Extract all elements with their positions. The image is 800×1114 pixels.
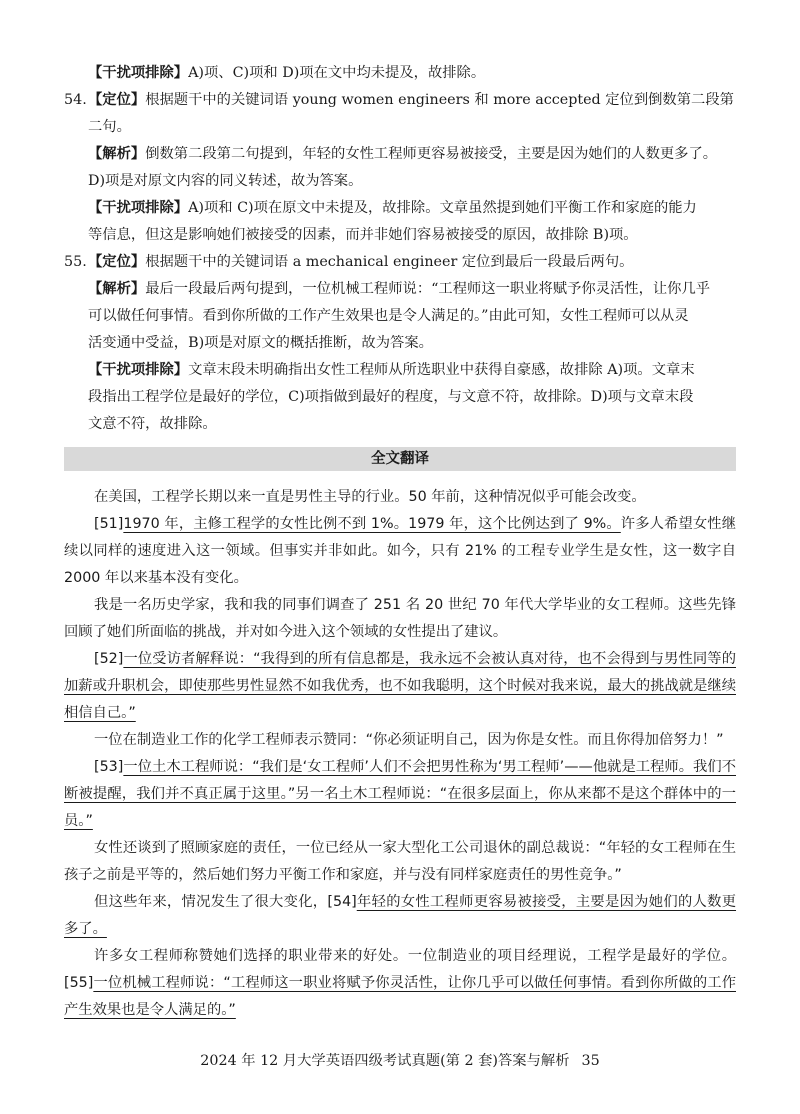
answer-mark-53: [53] (94, 759, 124, 775)
q53-exclude-tag: 【干扰项排除】 (88, 65, 189, 81)
q54-exclude-line1: A)项和 C)项在原文中未提及，故排除。文章虽然提到她们平衡工作和家庭的能力 (188, 200, 697, 216)
q55-parse (88, 276, 740, 303)
q55-exclude-line1: 文章末段未明确指出女性工程师从所选职业中获得自豪感，故排除 A)项。文章末 (188, 362, 695, 378)
footer-title: 2024 年 12 月大学英语四级考试真题(第 2 套)答案与解析 (200, 1053, 570, 1069)
q54-parse-tag: 【解析】 (88, 146, 146, 162)
q55-number: 55. (64, 254, 87, 270)
q54-locate-line2: 二句。 (88, 119, 131, 135)
q54-locate-tag: 【定位】 (88, 92, 146, 108)
answer-mark-55: [55] (64, 975, 94, 991)
q53-exclude-text: A)项、C)项和 D)项在文中均未提及，故排除。 (188, 65, 486, 81)
answer-mark-54: [54] (327, 894, 357, 910)
q55-exclude-tag: 【干扰项排除】 (88, 362, 189, 378)
translation-body (64, 484, 736, 1024)
q54-parse (88, 141, 740, 168)
q53-exclude (88, 60, 740, 87)
page-footer (0, 1050, 800, 1072)
answer-mark-52: [52] (94, 651, 124, 667)
q54-exclude (88, 195, 740, 222)
q55-locate (88, 249, 740, 276)
page-number: 35 (581, 1053, 600, 1069)
translation-paragraph-9 (64, 943, 736, 1024)
q55-locate-tag: 【定位】 (88, 254, 146, 270)
q55-parse-tag: 【解析】 (88, 281, 146, 297)
q55-parse-line3: 活变通中受益，B)项是对原文的概括推断，故为答案。 (88, 335, 433, 351)
q54-locate (88, 87, 740, 114)
underlined-evidence-52: 一位受访者解释说：“我得到的所有信息都是，我永远不会被认真对待，也不会得到与男性同等的加薪或升职机会，即使那些男性显然不如我优秀，也不如我聪明，这个时候对我来说，最大的挑战就是继续相信自己。” (64, 651, 736, 721)
translation-paragraph-2 (64, 511, 736, 592)
translation-paragraph-6 (64, 754, 736, 835)
q55-exclude-line2: 段指出工程学位是最好的学位，C)项指做到最好的程度，与文意不符，故排除。D)项与文章末段 (88, 389, 694, 405)
q54-exclude-tag: 【干扰项排除】 (88, 200, 189, 216)
q55-exclude-line3: 文意不符，故排除。 (88, 416, 217, 432)
q54-parse-line2: D)项是对原文内容的同义转述，故为答案。 (88, 173, 363, 189)
q55-parse-line2: 可以做任何事情。看到你所做的工作产生效果也是令人满足的。”由此可知，女性工程师可以从灵 (88, 308, 689, 324)
q54-parse-line1: 倒数第二段第二句提到，年轻的女性工程师更容易被接受，主要是因为她们的人数更多了。 (145, 146, 718, 162)
q55-parse-line1: 最后一段最后两句提到，一位机械工程师说：“工程师这一职业将赋予你灵活性，让你几乎 (145, 281, 711, 297)
underlined-evidence-51: 1970 年，主修工程学的女性比例不到 1%。1979 年，这个比例达到了 9%。 (123, 516, 621, 532)
translation-paragraph-3: 我是一名历史学家，我和我的同事们调查了 251 名 20 世纪 70 年代大学毕业的女工程师。这些先锋回顾了她们所面临的挑战，并对如今进入这个领域的女性提出了建议。 (64, 597, 736, 640)
translation-paragraph-8-pre: 但这些年来，情况发生了很大变化， (94, 894, 328, 910)
translation-paragraph-7: 女性还谈到了照顾家庭的责任，一位已经从一家大型化工公司退休的副总裁说：“年轻的女工程师在生孩子之前是平等的，然后她们努力平衡工作和家庭，并与没有同样家庭责任的男性竞争。” (64, 840, 736, 883)
q54-number: 54. (64, 92, 87, 108)
q54-exclude-line2: 等信息，但这是影响她们被接受的因素，而并非她们容易被接受的原因，故排除 B)项。 (88, 227, 638, 243)
q55-exclude (88, 357, 740, 384)
translation-paragraph-5: 一位在制造业工作的化学工程师表示赞同：“你必须证明自己，因为你是女性。而且你得加倍努力！” (94, 732, 724, 748)
translation-paragraph-9-pre: 许多女工程师称赞她们选择的职业带来的好处。一位制造业的项目经理说，工程学是最好的学位。 (94, 948, 736, 964)
underlined-evidence-54: 年轻的女性工程师更容易被接受，主要是因为她们的人数更多了。 (64, 894, 737, 937)
translation-heading: 全文翻译 (371, 451, 429, 467)
underlined-evidence-53: 一位土木工程师说：“我们是‘女工程师’人们不会把男性称为‘男工程师’——他就是工程师。我们不断被提醒，我们并不真正属于这里。”另一名土木工程师说：“在很多层面上，你从来都不是这个群体中的一员。” (64, 759, 736, 829)
underlined-evidence-55: 一位机械工程师说：“工程师这一职业将赋予你灵活性，让你几乎可以做任何事情。看到你所做的工作产生效果也是令人满足的。” (64, 975, 736, 1018)
translation-heading-bar (64, 447, 736, 471)
translation-paragraph-8 (64, 889, 736, 943)
translation-paragraph-1: 在美国，工程学长期以来一直是男性主导的行业。50 年前，这种情况似乎可能会改变。 (94, 489, 646, 505)
translation-paragraph-2-rest: 许多人希望女性继续以同样的速度进入这一领域。但事实并非如此。如今，只有 21% 的工程专业学生是女性，这一数字自 2000 年以来基本没有变化。 (64, 516, 737, 586)
translation-paragraph-4 (64, 646, 736, 727)
q54-locate-line1: 根据题干中的关键词语 young women engineers 和 more accepted 定位到倒数第二段第 (145, 92, 734, 108)
q55-locate-line1: 根据题干中的关键词语 a mechanical engineer 定位到最后一段最后两句。 (145, 254, 634, 270)
answer-mark-51: [51] (94, 516, 124, 532)
